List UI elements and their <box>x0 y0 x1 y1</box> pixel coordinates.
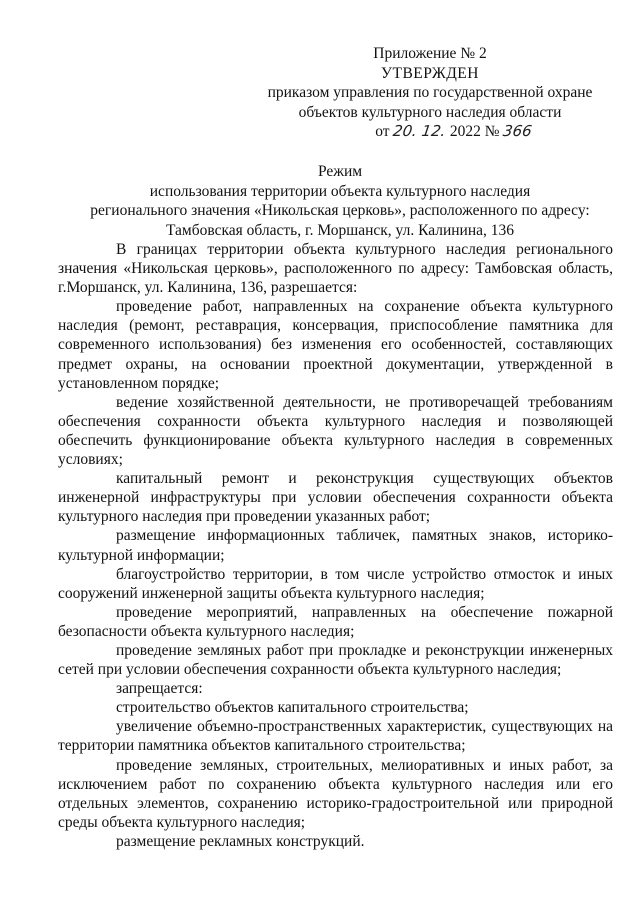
approval-stamp-text: УТВЕРЖДЕН <box>381 64 479 82</box>
paragraph-item: размещение информационных табличек, памятных знаков, историко-культурной информации; <box>58 527 613 564</box>
paragraph-item: проведение земляных, строительных, мелиоративных и иных работ, за исключением работ по сохранению объекта культурного наследия или его отдельных элементов, сохранению историко-градостроительной или природной среды объекта культурного наследия; <box>58 756 613 831</box>
document-title <box>60 162 620 240</box>
appendix-header <box>250 44 610 142</box>
title-line-1: использования территории объекта культурного наследия <box>149 182 531 200</box>
paragraph-item: проведение земляных работ при прокладке и реконструкции инженерных сетей при условии обеспечения сохранности объекта культурного наследия; <box>58 641 613 679</box>
order-line-2: объектов культурного наследия области <box>298 103 562 121</box>
order-date-line <box>250 122 610 142</box>
paragraph-item: капитальный ремонт и реконструкция существующих объектов инженерной инфраструктуры при условии обеспечения сохранности объекта культурного наследия при проведении указанных работ; <box>58 470 613 526</box>
handwritten-order-number: 366 <box>502 122 534 140</box>
paragraph-item: увеличение объемно-пространственных характеристик, существующих на территории памятника объектов капитального строительства; <box>58 718 613 755</box>
handwritten-date: 20. 12. <box>392 122 448 140</box>
paragraph-intro: В границах территории объекта культурного наследия регионального значения «Никольская церковь», расположенного по адресу: Тамбовская область, г.Моршанск, ул. Калинина, 136, разрешается: <box>58 241 613 297</box>
paragraph-item: строительство объектов капитального строительства; <box>116 699 469 717</box>
order-year: 2022 <box>449 123 481 140</box>
title-line-3: Тамбовская область, г. Моршанск, ул. Калинина, 136 <box>165 221 515 239</box>
order-line-1: приказом управления по государственной охране <box>267 84 593 101</box>
title-heading: Режим <box>317 163 363 180</box>
date-prefix: от <box>375 123 390 140</box>
paragraph-item: размещение рекламных конструкций. <box>116 832 365 850</box>
number-sign: № <box>484 123 500 140</box>
appendix-number: Приложение № 2 <box>373 45 487 62</box>
title-line-2: регионального значения «Никольская церковь», расположенного по адресу: <box>90 202 590 219</box>
paragraph-item: благоустройство территории, в том числе устройство отмосток и иных сооружений инженерной защиты объекта культурного наследия; <box>58 565 613 602</box>
paragraph-prohibited-heading: запрещается: <box>116 680 203 698</box>
paragraph-item: проведение мероприятий, направленных на обеспечение пожарной безопасности объекта культурного наследия; <box>58 603 613 640</box>
paragraph-item: проведение работ, направленных на сохранение объекта культурного наследия (ремонт, реставрация, консервация, приспособление памятника для современного использования) без изменения его особенностей, составляющих предмет охраны, на основании проектной документации, утвержденной в установленном порядке; <box>58 298 613 392</box>
document-body <box>58 240 613 851</box>
paragraph-item: ведение хозяйственной деятельности, не противоречащей требованиям обеспечения сохранности объекта культурного наследия и позволяющей обеспечить функционирование объекта культурного наследия в современных условиях; <box>58 393 613 469</box>
